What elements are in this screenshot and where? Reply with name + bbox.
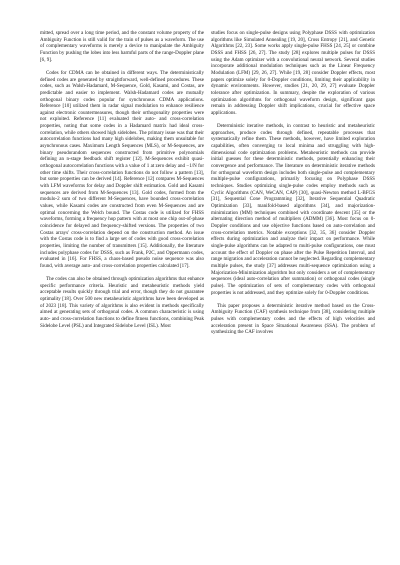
left-paragraph-2: Codes for CDMA can be obtained in different ways. The deterministically defined codes are generated by straightforward, well-defined procedures. These codes, such as Walsh-Hadamard, M-Sequence, Gold, Kasami, and Costas, are predictable and easier to implement. Walsh-Hadamard codes are mutually orthogonal binary codes popular for synchronous CDMA applications. Reference [10] utilized them in radar signal modulation to enhance resilience against electronic countermeasures, though their orthogonality properties were not exploited. Reference [11] evaluated their auto- and cross-correlation properties, noting that some codes in a Hadamard matrix had ideal cross-correlation, while others showed high sidelobes. The primary issue was that their autocorrelation functions had many high sidelobes, making them unsuitable for asynchronous cases. Maximum Length Sequences (MLS), or M-Sequences, are binary pseudorandom sequences constructed from primitive polynomials defining an n-stage feedback shift register [12]. M-Sequences exhibit quasi-orthogonal autocorrelation functions with a value of 1 at zero delay and −1/N for other time shifts. Their cross-correlation functions do not follow a pattern [13], but some properties can be derived [14]. Reference [12] compares M-Sequences with LFM waveforms for delay and Doppler shift estimation. Gold and Kasami sequences are derived from M-Sequences [13]. Gold codes, formed from the modulo-2 sum of two different M-Sequences, have bounded cross-correlation values, while Kasami codes are constructed from even M-Sequences and are optimal concerning the Welch bound. The Costas code is utilized for FHSS waveforms, forming a frequency hop pattern with at most one chip out-of-phase coincidence for delayed and frequency-shifted versions. The properties of two Costas arrays' cross-correlation depend on the construction method. An issue with the Costas code is to find a large set of codes with good cross-correlation properties, limiting the number of transmitters [15]. Additionally, the literature includes polyphase codes for DSSS, such as Frank, P2C, and Oppermann codes, evaluated in [16]. For FHSS, a chaos-based pseudo noise sequence was also found, with average auto- and cross-correlation properties calculated [17]. xyxy=(40,69,204,269)
left-paragraph-3: The codes can also be obtained through optimization algorithms that enhance specific performance criteria. Heuristic and metaheuristic methods yield acceptable results quickly through trial and error, though they do not guarantee optimality [18]. Over 500 new metaheuristic algorithms have been developed as of 2023 [18]. This variety of algorithms is also evident in methods specifically aimed at generating sets of orthogonal codes. A common characteristic is using auto- and cross-correlation functions to define fitness functions, combining Peak Sidelobe Level (PSL) and Integrated Sidelobe Level (ISL). Most xyxy=(40,276,204,329)
right-paragraph-3: This paper proposes a deterministic iterative method based on the Cross-Ambiguity Function (CAF) synthesis technique from [38], considering multiple pulses with complementary codes and the effects of high velocities and acceleration present in Space Situational Awareness (SSA). The problem of synthesizing the CAF involves xyxy=(211,302,375,336)
left-paragraph-1: mitted, spread over a long time period, and the constant volume property of the Ambiguity Function is still valid for the train of pulses as a waveform. The use of complementary waveforms is merely a device to manipulate the Ambiguity Function by pushing the lobes into less harmful parts of the range-Doppler plane [6, 9]. xyxy=(40,30,204,63)
right-column xyxy=(211,30,375,336)
left-column xyxy=(40,30,204,329)
right-paragraph-2: Deterministic iterative methods, in contrast to heuristic and metaheuristic approaches, produce codes through defined, repeatable processes that systematically refine them. These methods, however, have limited exploration capabilities, often converging to local minima and struggling with high-dimensional code optimization problems. Metaheuristic methods can provide initial guesses for these deterministic methods, potentially enhancing their convergence and performance. The literature on deterministic iterative methods for orthogonal waveform design includes both single-pulse and complementary multiple-pulse configurations, primarily focusing on Polyphase DSSS techniques. Studies optimizing single-pulse codes employ methods such as Cyclic Algorithms (CAN, WeCAN, CAP) [30], quasi-Newton method L-BFGS [31], Sequential Cone Programming [32], Iterative Sequential Quadratic Optimization [33], manifold-based algorithms [34], and majorization-minimization (MM) techniques combined with coordinate descent [35] or the alternating direction method of multipliers (ADMM) [36]. Most focus on 0-Doppler conditions and use objective functions based on auto-correlation and cross-correlation metrics. Notable exceptions [32, 35, 36] consider Doppler effects during optimization and analyze their impact on performance. While single-pulse algorithms can be adapted to multi-pulse configurations, one must account the effect of Doppler on phase after the Pulse Repetition Interval, and range migration and acceleration cannot be neglected. Regarding complementary multiple pulses, the study [37] addresses multi-sequence optimization using a Majorization-Minimization algorithm but only considers a set of complementary sequences (ideal auto-correlation after summation) or orthogonal codes (single pulse). The optimization of sets of complementary codes with orthogonal properties is not addressed, and they optimize solely for 0-Doppler conditions. xyxy=(211,123,375,296)
right-paragraph-1: studies focus on single-pulse designs using Polyphase DSSS with optimization algorithms like Simulated Annealing [19, 20], Cross Entropy [21], and Genetic Algorithms [22, 23]. Some works apply single-pulse FHSS [24, 25] or combine DSSS and FHSS [26, 27]. The study [28] explores multiple pulses for DSSS using the Adam optimizer with a convolutional neural network. Several studies incorporate additional modulation techniques such as the Linear Frequency Modulation (LFM) [29, 26, 27]. While [19, 28] consider Doppler effects, most papers optimize solely for 0-Doppler conditions, limiting their applicability in dynamic environments. However, studies [21, 20, 29, 27] evaluate Doppler tolerance after optimization. In summary, despite the exploration of various optimization algorithms for orthogonal waveform design, significant gaps remain in addressing Doppler shift implications, crucial for effective space applications. xyxy=(211,30,375,116)
